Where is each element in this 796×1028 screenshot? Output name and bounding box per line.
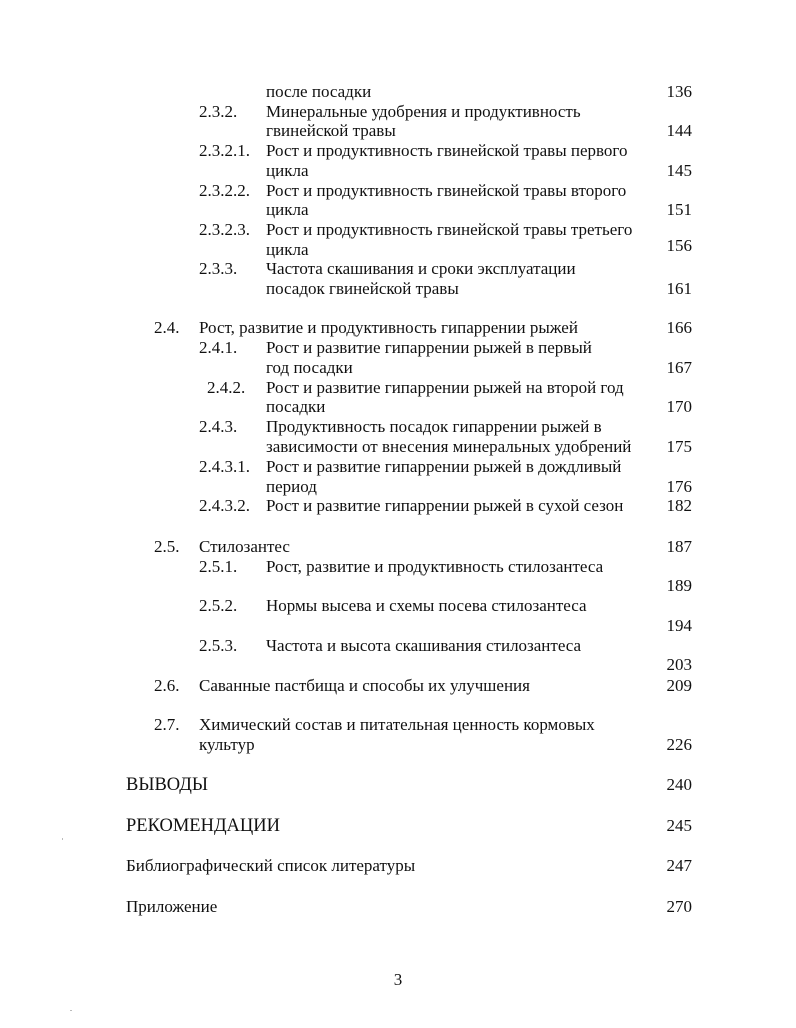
toc-entry-page: 189 xyxy=(666,576,692,595)
toc-section-number: 2.4. xyxy=(154,318,180,337)
toc-entry-title: Рост, развитие и продуктивность стилозантеса xyxy=(266,557,604,576)
toc-entry-title-line1: Минеральные удобрения и продуктивность xyxy=(266,102,581,121)
toc-entry-number: 2.3.2.1. xyxy=(199,141,250,160)
toc-entry-page: 136 xyxy=(666,82,692,101)
toc-entry-page: 226 xyxy=(666,735,692,754)
toc-entry-page: 187 xyxy=(666,537,692,556)
toc-chapter-title: Приложение xyxy=(126,897,218,916)
toc-entry-title: Частота и высота скашивания стилозантеса xyxy=(266,636,582,655)
toc-entry-title: Нормы высева и схемы посева стилозантеса xyxy=(266,596,587,615)
toc-entry-page: 161 xyxy=(666,279,692,298)
toc-entry-page: 167 xyxy=(666,358,692,377)
toc-entry-number: 2.4.3.1. xyxy=(199,457,250,476)
toc-section-title-line1: Химический состав и питательная ценность кормовых xyxy=(199,715,595,734)
toc-entry-title-line2: зависимости от внесения минеральных удобрений xyxy=(266,437,632,456)
toc-section-number: 2.7. xyxy=(154,715,180,734)
toc-section-number: 2.6. xyxy=(154,676,180,695)
toc-entry-page: 203 xyxy=(666,655,692,674)
toc-entry-number: 2.4.2. xyxy=(207,378,246,397)
toc-entry-title-line2: посадок гвинейской травы xyxy=(266,279,459,298)
toc-entry-title-line1: Частота скашивания и сроки эксплуатации xyxy=(266,259,576,278)
toc-chapter-title: Библиографический список литературы xyxy=(126,856,416,875)
toc-entry-title-line1: Рост и развитие гипаррении рыжей в первый xyxy=(266,338,592,357)
toc-entry-number: 2.3.3. xyxy=(199,259,238,278)
toc-entry-title-line2: год посадки xyxy=(266,358,353,377)
toc-entry-number: 2.3.2.3. xyxy=(199,220,250,239)
toc-entry-page: 175 xyxy=(666,437,692,456)
toc-entry-page: 247 xyxy=(666,856,692,875)
toc-entry-page: 170 xyxy=(666,397,692,416)
toc-entry-title-line1: Рост и развитие гипаррении рыжей в дождливый xyxy=(266,457,622,476)
toc-section-title: Рост, развитие и продуктивность гипаррении рыжей xyxy=(199,318,578,337)
page-number: 3 xyxy=(393,970,403,989)
toc-entry-title-line1: Рост и продуктивность гвинейской травы третьего xyxy=(266,220,633,239)
toc-entry-page: 194 xyxy=(666,616,692,635)
toc-entry-title-line1: Рост и продуктивность гвинейской травы первого xyxy=(266,141,628,160)
toc-entry-title-line2: цикла xyxy=(266,161,309,180)
toc-entry-page: 182 xyxy=(666,496,692,515)
toc-entry-page: 151 xyxy=(666,200,692,219)
toc-entry-page: 270 xyxy=(666,897,692,916)
toc-chapter-title: ВЫВОДЫ xyxy=(126,775,209,795)
toc-entry-page: 176 xyxy=(666,477,692,496)
toc-entry-title-line2: период xyxy=(266,477,317,496)
toc-entry-page: 145 xyxy=(666,161,692,180)
toc-entry-title-line1: Рост и развитие гипаррении рыжей на второй год xyxy=(266,378,624,397)
toc-entry-page: 245 xyxy=(666,816,692,835)
toc-entry-title-line2: гвинейской травы xyxy=(266,121,396,140)
toc-section-title: Стилозантес xyxy=(199,537,290,556)
toc-entry-title-line2: цикла xyxy=(266,200,309,219)
toc-entry-title-line1: Продуктивность посадок гипаррении рыжей в xyxy=(266,417,602,436)
toc-section-number: 2.5. xyxy=(154,537,180,556)
toc-entry-title: Рост и развитие гипаррении рыжей в сухой сезон xyxy=(266,496,624,515)
toc-entry-number: 2.3.2. xyxy=(199,102,238,121)
scan-speck xyxy=(62,838,63,840)
toc-entry-page: 166 xyxy=(666,318,692,337)
scan-speck xyxy=(70,1010,72,1011)
toc-section-title-line2: культур xyxy=(199,735,255,754)
toc-entry-number: 2.5.1. xyxy=(199,557,238,576)
toc-entry-page: 240 xyxy=(666,775,692,794)
toc-chapter-title: РЕКОМЕНДАЦИИ xyxy=(126,816,280,836)
toc-entry-title-line2: посадки xyxy=(266,397,326,416)
toc-entry-number: 2.5.3. xyxy=(199,636,238,655)
toc-entry-title: после посадки xyxy=(266,82,372,101)
toc-entry-number: 2.4.3.2. xyxy=(199,496,250,515)
toc-entry-number: 2.4.1. xyxy=(199,338,238,357)
toc-entry-number: 2.3.2.2. xyxy=(199,181,250,200)
toc-section-title: Саванные пастбища и способы их улучшения xyxy=(199,676,530,695)
toc-entry-number: 2.5.2. xyxy=(199,596,238,615)
toc-entry-page: 156 xyxy=(666,236,692,255)
toc-entry-page: 144 xyxy=(666,121,692,140)
toc-entry-page: 209 xyxy=(666,676,692,695)
toc-entry-title-line1: Рост и продуктивность гвинейской травы второго xyxy=(266,181,627,200)
toc-entry-number: 2.4.3. xyxy=(199,417,238,436)
toc-entry-title-line2: цикла xyxy=(266,240,309,259)
